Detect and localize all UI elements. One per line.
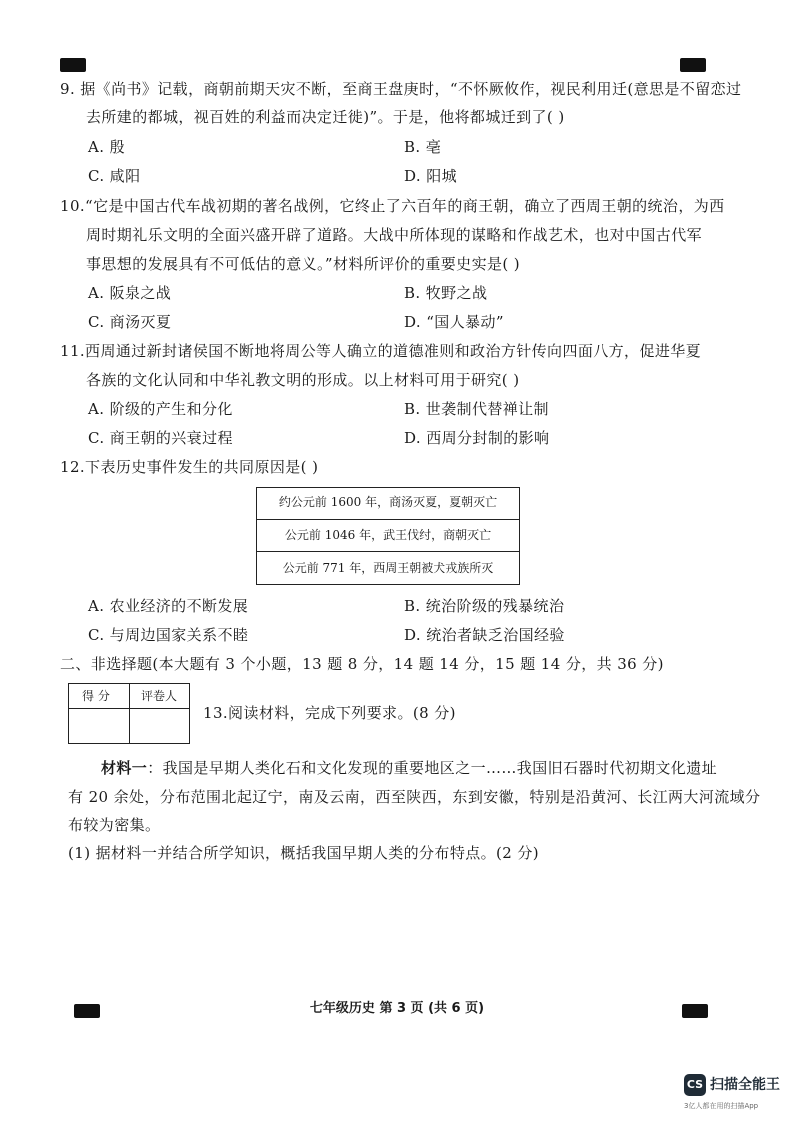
score-label: 得 分 [82,689,110,703]
page-footer: 七年级历史 第 3 页 (共 6 页) [309,1001,485,1016]
q12-option-d: D. 统治者缺乏治国经验 [404,626,565,644]
q9-option-d: D. 阳城 [404,167,458,185]
q13-sub-question-1: (1) 据材料一并结合所学知识，概括我国早期人类的分布特点。(2 分) [68,844,540,862]
q12-stem: 12.下表历史事件发生的共同原因是( ) [60,458,319,476]
q10-stem-line3: 事思想的发展具有不可低估的意义。”材料所评价的重要史实是( ) [86,255,521,273]
q11-option-d: D. 西周分封制的影响 [404,429,550,447]
score-box [68,683,190,744]
q11-stem-line2: 各族的文化认同和中华礼教文明的形成。以上材料可用于研究( ) [86,371,520,389]
grader-label: 评卷人 [141,689,178,703]
section-2-heading: 二、非选择题(本大题有 3 个小题，13 题 8 分，14 题 14 分，15 题 14 分，共 36 分) [60,655,664,673]
q12-option-b: B. 统治阶级的残暴统治 [404,597,565,615]
score-box-divider [129,684,130,743]
q11-option-c: C. 商王朝的兴衰过程 [88,429,233,447]
q10-option-c: C. 商汤灭夏 [88,313,172,331]
corner-marker-top-left [60,58,86,72]
q9-option-c: C. 咸阳 [88,167,141,185]
q13-material-line2: 有 20 余处，分布范围北起辽宁，南及云南，西至陕西，东到安徽，特别是沿黄河、长江两大河流域分 [68,788,761,806]
q11-option-a: A. 阶级的产生和分化 [88,400,233,418]
q10-option-d: D. “国人暴动” [404,313,504,331]
q10-option-b: B. 牧野之战 [404,284,488,302]
q11-option-b: B. 世袭制代替禅让制 [404,400,549,418]
q9-option-a: A. 殷 [88,138,125,156]
q10-stem-line2: 周时期礼乐文明的全面兴盛开辟了道路。大战中所体现的谋略和作战艺术，也对中国古代军 [86,226,703,244]
q12-option-c: C. 与周边国家关系不睦 [88,626,249,644]
table-row-3: 公元前 771 年，西周王朝被犬戎族所灭 [282,561,494,575]
q9-option-b: B. 亳 [404,138,442,156]
q9-stem-line2: 去所建的都城，视百姓的利益而决定迁徙)”。于是，他将都城迁到了( ) [86,108,565,126]
camscanner-logo-icon: CS [684,1074,706,1096]
table-row-2: 公元前 1046 年，武王伐纣，商朝灭亡 [284,528,492,542]
q9-stem-line1: 9. 据《尚书》记载，商朝前期天灾不断，至商王盘庚时，“不怀厥攸作，视民利用迁(意思是不留恋过 [60,80,742,98]
q12-option-a: A. 农业经济的不断发展 [88,597,249,615]
table-divider [257,551,519,552]
camscanner-name: 扫描全能王 [710,1077,780,1093]
q11-stem-line1: 11.西周通过新封诸侯国不断地将周公等人确立的道德准则和政治方针传向四面八方，促进华夏 [60,342,702,360]
table-row-1: 约公元前 1600 年，商汤灭夏，夏朝灭亡 [278,495,498,509]
q10-option-a: A. 阪泉之战 [88,284,172,302]
q13-material-line3: 布较为密集。 [68,816,161,834]
q13-stem: 13.阅读材料，完成下列要求。(8 分) [203,704,456,722]
camscanner-tagline: 3亿人都在用的扫描App [684,1102,759,1110]
material-text: ：我国是早期人类化石和文化发现的重要地区之一……我国旧石器时代初期文化遗址 [147,759,718,777]
material-label: 材料一 [101,759,148,777]
q10-stem-line1: 10.“它是中国古代车战初期的著名战例，它终止了六百年的商王朝，确立了西周王朝的统治，为西 [60,197,725,215]
corner-marker-top-right [680,58,706,72]
q13-material-line1 [101,758,717,778]
table-divider [257,519,519,520]
